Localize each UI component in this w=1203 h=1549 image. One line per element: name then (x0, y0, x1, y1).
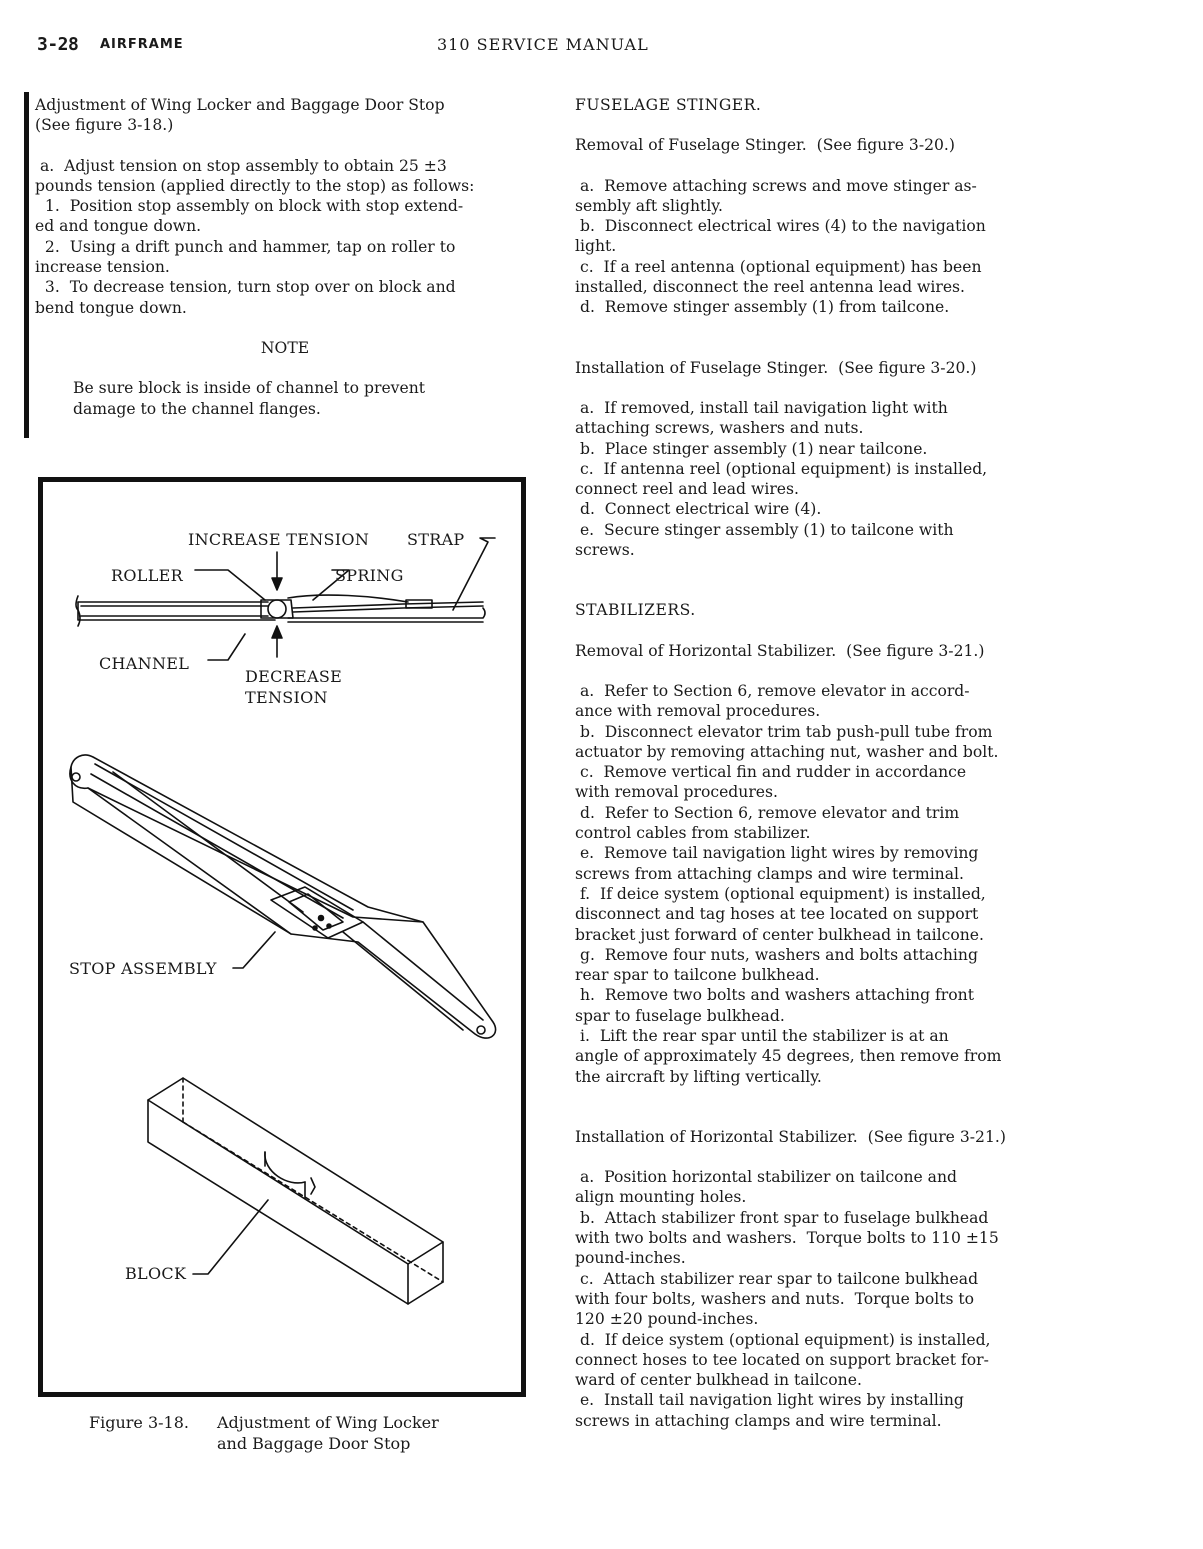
step-line: 3. To decrease tension, turn stop over on block and (35, 278, 456, 297)
label-block: BLOCK (125, 1264, 187, 1283)
stop-assembly-drawing (70, 755, 496, 1038)
heading-stabilizers: STABILIZERS. (575, 601, 696, 620)
removal-stabilizer-steps (575, 681, 1075, 1087)
figure-caption (89, 1412, 439, 1454)
step-line: g. Remove four nuts, washers and bolts attaching (575, 945, 978, 964)
section-name: AIRFRAME (100, 37, 184, 52)
step-line: rear spar to tailcone bulkhead. (575, 966, 820, 985)
label-channel: CHANNEL (99, 654, 190, 673)
step-line: 120 ±20 pound-inches. (575, 1310, 759, 1329)
heading-removal-stinger: Removal of Fuselage Stinger. (See figure 3-20.) (575, 136, 955, 155)
step-line: connect hoses to tee located on support bracket for- (575, 1350, 989, 1369)
step-line: ward of center bulkhead in tailcone. (575, 1371, 862, 1390)
heading-install-stinger: Installation of Fuselage Stinger. (See figure 3-20.) (575, 358, 977, 377)
step-line: a. Refer to Section 6, remove elevator in accord- (575, 681, 970, 700)
step-line: d. If deice system (optional equipment) is installed, (575, 1330, 991, 1349)
step-line: with removal procedures. (575, 783, 778, 802)
figure-drawing (43, 482, 521, 1392)
step-line: installed, disconnect the reel antenna lead wires. (575, 278, 966, 297)
step-line: b. Attach stabilizer front spar to fuselage bulkhead (575, 1208, 989, 1227)
step-line: pounds tension (applied directly to the stop) as follows: (35, 176, 475, 195)
step-line: attaching screws, washers and nuts. (575, 419, 864, 438)
manual-title: 310 SERVICE MANUAL (437, 35, 649, 54)
channel-leader (208, 634, 245, 660)
label-strap: STRAP (407, 530, 465, 549)
step-line: a. Adjust tension on stop assembly to obtain 25 ±3 (35, 156, 447, 175)
step-line: b. Place stinger assembly (1) near tailcone. (575, 439, 928, 458)
label-stop-assembly: STOP ASSEMBLY (69, 959, 217, 978)
label-tension: TENSION (245, 688, 328, 707)
step-line: sembly aft slightly. (575, 196, 723, 215)
step-line: h. Remove two bolts and washers attaching front (575, 986, 974, 1005)
step-line: with four bolts, washers and nuts. Torque bolts to (575, 1289, 975, 1308)
figure-3-18 (38, 477, 526, 1397)
caption-text: and Baggage Door Stop (217, 1434, 411, 1453)
step-line: b. Disconnect elevator trim tab push-pull tube from (575, 722, 993, 741)
step-line: e. Secure stinger assembly (1) to tailcone with (575, 520, 954, 539)
stop-assembly-leader (233, 932, 275, 968)
step-line: c. If a reel antenna (optional equipment) has been (575, 257, 982, 276)
step-line: a. Remove attaching screws and move stinger as- (575, 176, 977, 195)
step-line: align mounting holes. (575, 1188, 747, 1207)
note-title: NOTE (260, 338, 310, 357)
page-number: 3-28 (37, 34, 79, 55)
step-line: a. If removed, install tail navigation light with (575, 398, 948, 417)
label-spring: SPRING (335, 566, 404, 585)
note-text: Be sure block is inside of channel to prevent (73, 379, 426, 398)
page-header (37, 34, 1167, 56)
roller-leader (195, 570, 265, 600)
step-line: control cables from stabilizer. (575, 824, 811, 843)
step-line: with two bolts and washers. Torque bolts to 110 ±15 (575, 1229, 999, 1248)
step-line: disconnect and tag hoses at tee located on support (575, 905, 979, 924)
step-line: c. Attach stabilizer rear spar to tailcone bulkhead (575, 1269, 979, 1288)
section-heading: Adjustment of Wing Locker and Baggage Door Stop (35, 96, 445, 114)
label-decrease: DECREASE (245, 667, 343, 686)
caption-text: Adjustment of Wing Locker (217, 1413, 439, 1432)
left-column (35, 95, 535, 419)
removal-stinger-steps (575, 176, 1075, 318)
step-line: actuator by removing attaching nut, washer and bolt. (575, 742, 999, 761)
step-line: spar to fuselage bulkhead. (575, 1006, 785, 1025)
heading-install-stabilizer: Installation of Horizontal Stabilizer. (See figure 3-21.) (575, 1127, 1006, 1146)
step-line: 2. Using a drift punch and hammer, tap on roller to (35, 237, 456, 256)
block-leader (193, 1200, 268, 1274)
step-line: a. Position horizontal stabilizer on tailcone and (575, 1168, 957, 1187)
step-line: light. (575, 237, 617, 256)
step-line: e. Remove tail navigation light wires by removing (575, 844, 979, 863)
step-line: bracket just forward of center bulkhead in tailcone. (575, 925, 984, 944)
step-line: c. Remove vertical fin and rudder in accordance (575, 763, 967, 782)
section-heading-ref: (See figure 3-18.) (35, 116, 174, 135)
step-line: angle of approximately 45 degrees, then remove from (575, 1047, 1002, 1066)
label-increase-tension: INCREASE TENSION (188, 530, 370, 549)
note-text: damage to the channel flanges. (73, 399, 321, 418)
heading-removal-stabilizer: Removal of Horizontal Stabilizer. (See figure 3-21.) (575, 641, 985, 660)
step-line: screws in attaching clamps and wire terminal. (575, 1411, 942, 1430)
step-line: screws. (575, 541, 635, 560)
step-line: connect reel and lead wires. (575, 480, 799, 499)
install-stinger-steps (575, 398, 1075, 560)
change-bar (24, 92, 29, 438)
step-line: screws from attaching clamps and wire terminal. (575, 864, 964, 883)
step-line: 1. Position stop assembly on block with stop extend- (35, 197, 464, 216)
step-line: the aircraft by lifting vertically. (575, 1067, 822, 1086)
step-line: i. Lift the rear spar until the stabilizer is at an (575, 1026, 949, 1045)
step-line: increase tension. (35, 258, 170, 277)
step-line: e. Install tail navigation light wires by installing (575, 1391, 964, 1410)
step-line: d. Connect electrical wire (4). (575, 500, 822, 519)
heading-fuselage-stinger: FUSELAGE STINGER. (575, 96, 762, 114)
step-line: ed and tongue down. (35, 217, 202, 236)
right-column (575, 95, 1075, 1431)
label-roller: ROLLER (111, 566, 183, 585)
step-line: pound-inches. (575, 1249, 686, 1268)
block-drawing (148, 1078, 443, 1304)
step-line: c. If antenna reel (optional equipment) is installed, (575, 459, 988, 478)
step-line: f. If deice system (optional equipment) is installed, (575, 884, 986, 903)
install-stabilizer-steps (575, 1167, 1075, 1431)
step-line: d. Remove stinger assembly (1) from tailcone. (575, 298, 950, 317)
figure-number: Figure 3-18. (89, 1413, 189, 1432)
step-line: d. Refer to Section 6, remove elevator and trim (575, 803, 960, 822)
step-line: bend tongue down. (35, 298, 187, 317)
step-line: ance with removal procedures. (575, 702, 821, 721)
cross-section-diagram (76, 538, 495, 660)
step-line: b. Disconnect electrical wires (4) to the navigation (575, 217, 986, 236)
